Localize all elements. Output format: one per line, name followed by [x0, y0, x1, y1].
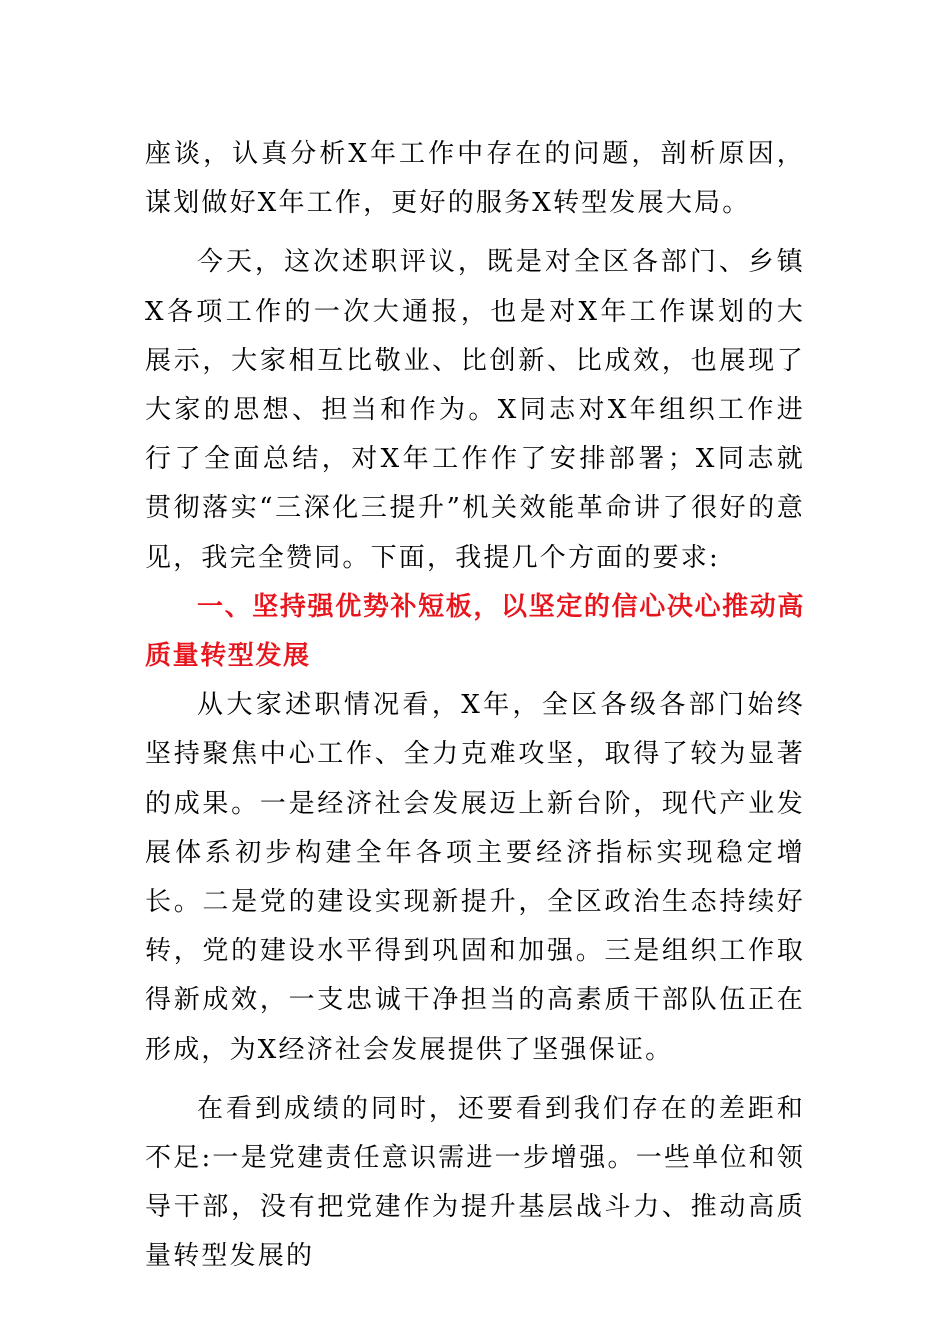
document-body — [145, 130, 805, 1282]
paragraph-continuation: 座谈，认真分析X年工作中存在的问题，剖析原因，谋划做好X年工作，更好的服务X转型发展大局。 — [145, 139, 805, 219]
paragraph-shortcomings: 在看到成绩的同时，还要看到我们存在的差距和不足:一是党建责任意识需进一步增强。一些单位和领导干部，没有把党建作为提升基层战斗力、推动高质量转型发展的 — [145, 1093, 805, 1272]
paragraph-achievements: 从大家述职情况看，X年，全区各级各部门始终坚持聚焦中心工作、全力克难攻坚，取得了较为显著的成果。一是经济社会发展迈上新台阶，现代产业发展体系初步构建全年各项主要经济指标实现稳定增长。二是党的建设实现新提升，全区政治生态持续好转，党的建设水平得到巩固和加强。三是组织工作取得新成效，一支忠诚干净担当的高素质干部队伍正在形成，为X经济社会发展提供了坚强保证。 — [145, 690, 805, 1065]
paragraph-review-intro: 今天，这次述职评议，既是对全区各部门、乡镇X各项工作的一次大通报，也是对X年工作谋划的大展示，大家相互比敬业、比创新、比成效，也展现了大家的思想、担当和作为。X同志对X年组织工作进行了全面总结，对X年工作作了安排部署；X同志就贯彻落实“三深化三提升”机关效能革命讲了很好的意见，我完全赞同。下面，我提几个方面的要求: — [145, 247, 805, 573]
section-heading-1: 一、坚持强优势补短板，以坚定的信心决心推动高质量转型发展 — [145, 591, 805, 672]
paragraph-spacer — [145, 228, 805, 238]
paragraph-spacer — [145, 1075, 805, 1085]
